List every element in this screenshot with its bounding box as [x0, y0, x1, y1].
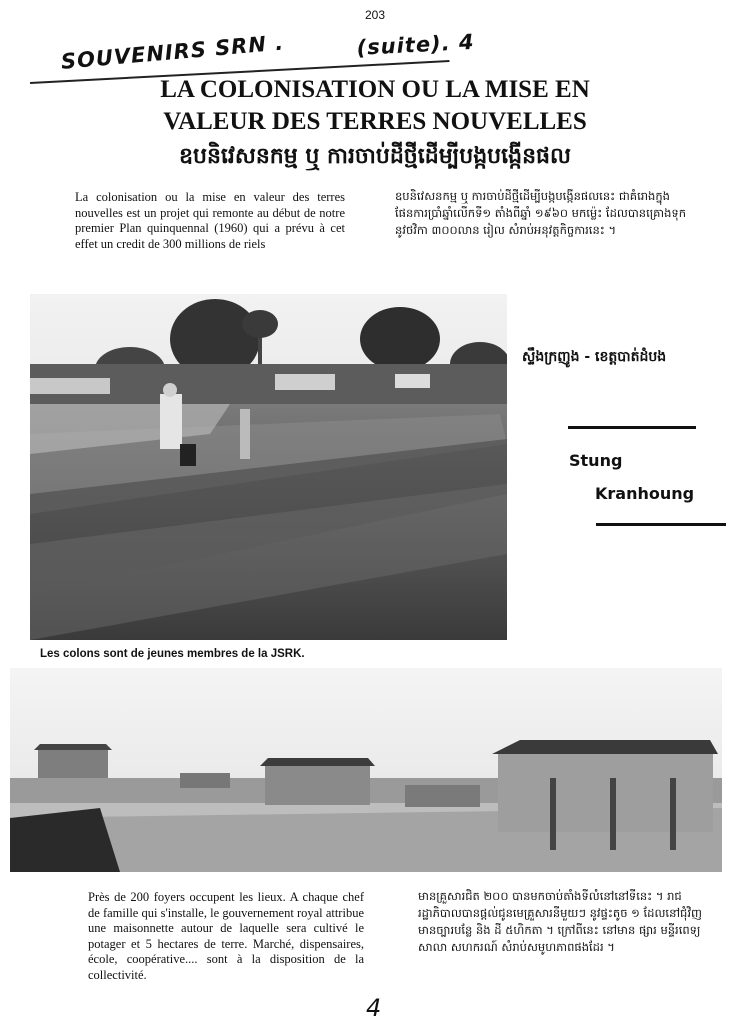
place-label-khmer: ស្ទឹងក្រញូង - ខេត្តបាត់ដំបង — [522, 349, 667, 365]
outro-paragraph-khmer: មានគ្រួសារជិត ២០០ បានមកចាប់តាំងទីលំនៅនៅទីនេះ ។ រាជរដ្ឋាភិបាលបានផ្តល់ជូនមេគ្រួសារនីមួយៗ នូវផ្ទះតូច ១ ដែលនៅជុំវិញមានច្បារបន្លែ និង ដី ៥ហិកតា ។ ក្រៅពីនេះ នៅមាន ផ្សារ មន្ទីរពេទ្យ សាលា សហករណ៍ សំរាប់សមូហភាពផងដែរ ។ — [418, 889, 702, 954]
divider-top — [568, 426, 696, 429]
handwritten-page-mark: 4 — [366, 994, 382, 1022]
page-number: 203 — [364, 8, 386, 22]
page-title-line-2: VALEUR DES TERRES NOUVELLES — [163, 108, 587, 135]
photo-caption: Les colons sont de jeunes membres de la JSRK. — [40, 648, 305, 660]
field-photo — [30, 294, 507, 640]
intro-paragraph-french: La colonisation ou la mise en valeur des terres nouvelles est un projet qui remonte au début de notre premier Plan quinquennal (1960) qui a prévu à cet effet un credit de 300 millions de riels — [75, 190, 345, 251]
place-name-line-1: Stung — [569, 451, 623, 470]
handwritten-note-right: (suite). 4 — [356, 29, 476, 60]
outro-paragraph-french: Près de 200 foyers occupent les lieux. A chaque chef de famille qui s'installe, le gouvernement royal attribue une maisonnette autour de laquelle sera cultivé le potager et 5 hectares de terre. Marché, dispensaires, école, coopérative.... sont à la disposition de la collectivité. — [88, 890, 364, 982]
village-photo — [10, 668, 722, 872]
handwritten-note-left: SOUVENIRS SRN . — [60, 30, 286, 74]
page-title-khmer: ឧបនិវេសនកម្ម ឬ ការចាប់ដីថ្មីដើម្បីបង្កបង្កើនផល — [179, 144, 571, 169]
divider-bottom — [596, 523, 726, 526]
intro-paragraph-khmer: ឧបនិវេសនកម្ម ឬ ការចាប់ដីថ្មីដើម្បីបង្កបង្កើនផលនេះ ជាគំរោងក្នុងផែនការប្រាំឆ្នាំលើកទី១ តាំងពីឆ្នាំ ១៩៦០ មកម្ល៉េះ ដែលបានគ្រោងទុកនូវថវិកា ៣០០លាន រៀល សំរាប់អនុវត្តកិច្ចការនេះ ។ — [395, 189, 687, 237]
place-name-line-2: Kranhoung — [595, 484, 695, 503]
page-title-line-1: LA COLONISATION OU LA MISE EN — [160, 76, 590, 103]
